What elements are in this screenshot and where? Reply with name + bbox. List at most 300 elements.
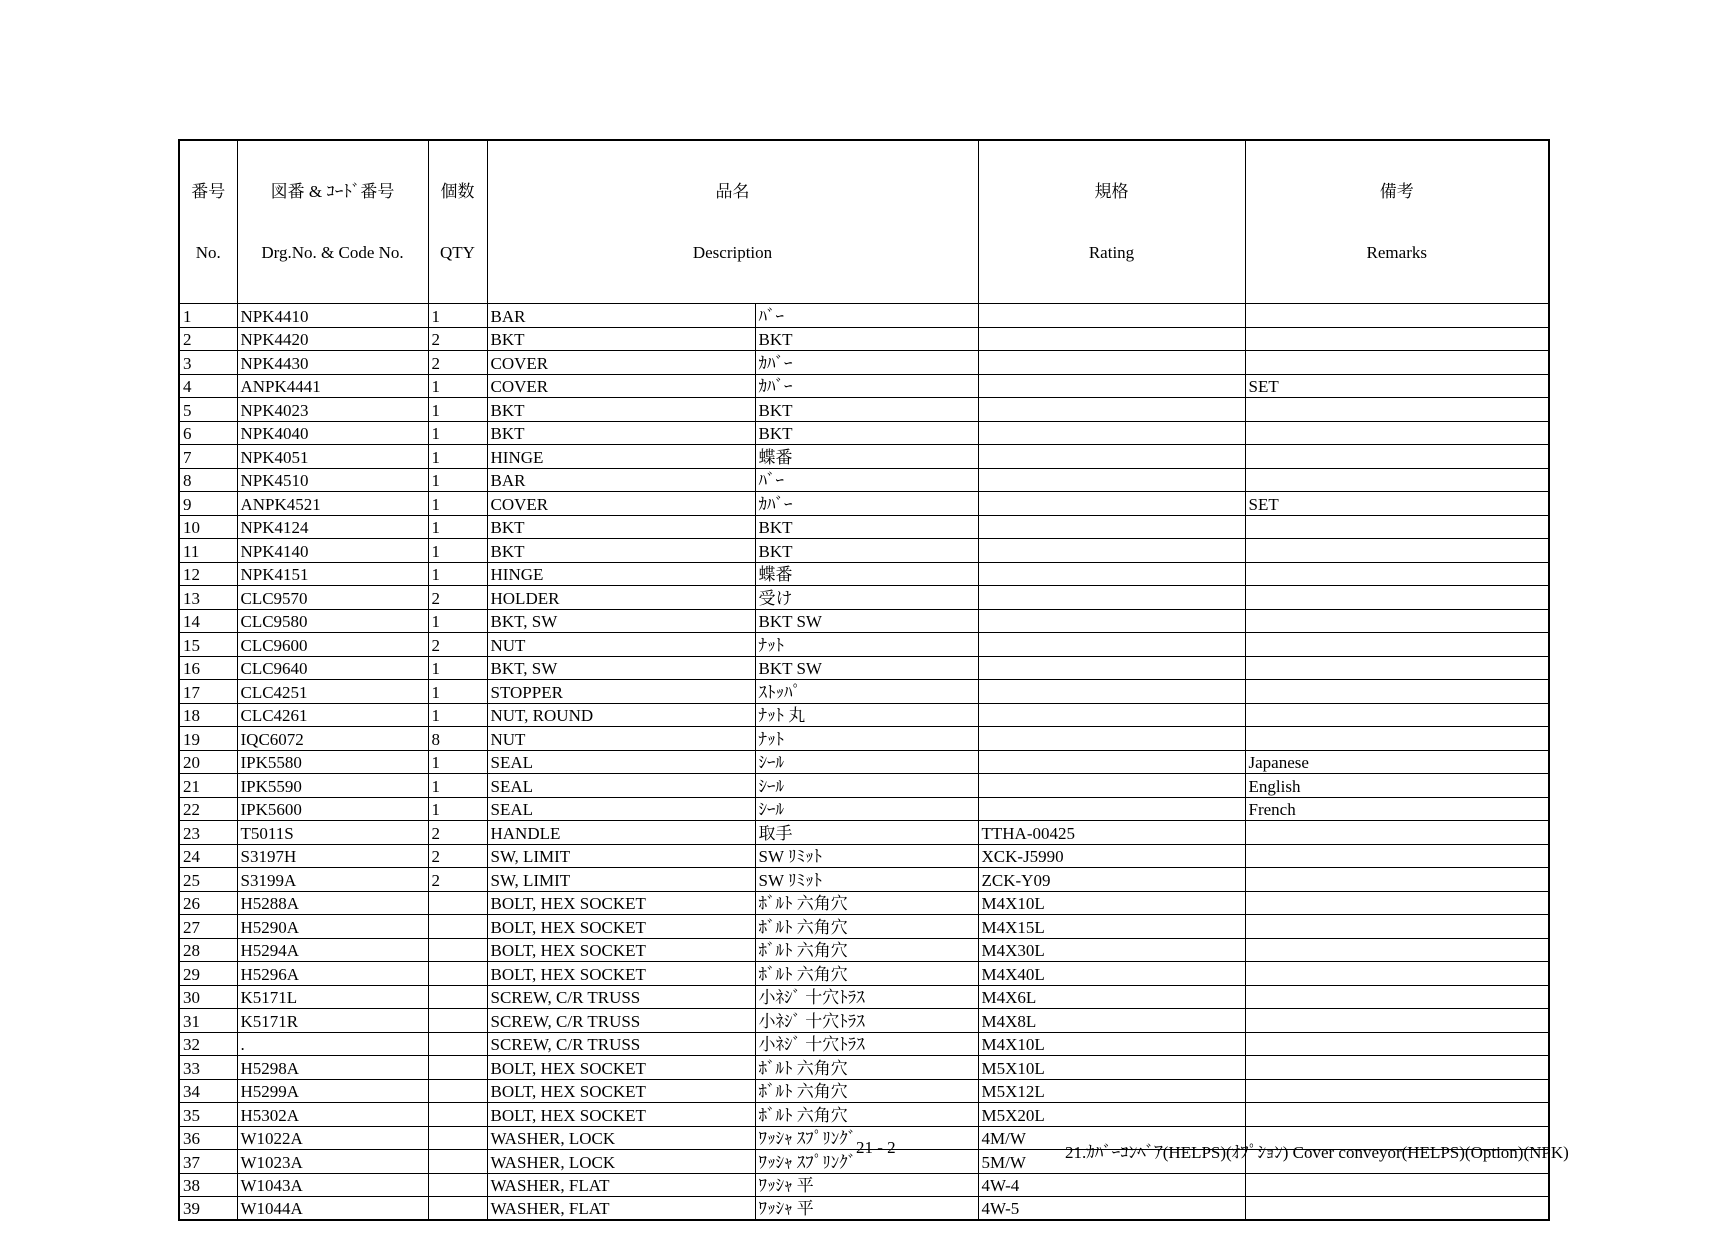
description-jp: ﾎﾞﾙﾄ 六角穴 (755, 891, 978, 915)
description-en: SEAL (487, 750, 755, 774)
row-number: 38 (179, 1173, 237, 1197)
row-number: 35 (179, 1103, 237, 1127)
quantity: 1 (428, 703, 487, 727)
description-jp: ﾊﾞｰ (755, 304, 978, 328)
remarks: English (1245, 774, 1549, 798)
row-number: 32 (179, 1032, 237, 1056)
description-en: SCREW, C/R TRUSS (487, 1032, 755, 1056)
code-number: NPK4510 (237, 468, 428, 492)
remarks (1245, 844, 1549, 868)
header-code (237, 140, 428, 304)
description-en: NUT (487, 633, 755, 657)
row-number: 17 (179, 680, 237, 704)
table-row (179, 633, 1549, 657)
description-en: SW, LIMIT (487, 844, 755, 868)
table-row (179, 821, 1549, 845)
remarks (1245, 656, 1549, 680)
remarks (1245, 985, 1549, 1009)
remarks (1245, 868, 1549, 892)
remarks: SET (1245, 492, 1549, 516)
row-number: 13 (179, 586, 237, 610)
description-jp: ｶﾊﾞｰ (755, 374, 978, 398)
section-title: 21.ｶﾊﾞｰｺﾝﾍﾞｱ(HELPS)(ｵﾌﾟｼｮﾝ) Cover conveyor(HELPS)(Option)(NPK) (1065, 1143, 1569, 1162)
table-row (179, 374, 1549, 398)
row-number: 8 (179, 468, 237, 492)
description-en: BKT (487, 539, 755, 563)
description-en: BKT, SW (487, 609, 755, 633)
rating (978, 374, 1245, 398)
row-number: 33 (179, 1056, 237, 1080)
quantity: 1 (428, 774, 487, 798)
rating: 5M/W (978, 1150, 1245, 1174)
rating: M4X8L (978, 1009, 1245, 1033)
quantity (428, 1032, 487, 1056)
quantity: 1 (428, 797, 487, 821)
quantity (428, 1173, 487, 1197)
code-number: CLC9580 (237, 609, 428, 633)
remarks (1245, 680, 1549, 704)
remarks (1245, 821, 1549, 845)
row-number: 19 (179, 727, 237, 751)
remarks (1245, 445, 1549, 469)
remarks (1245, 1032, 1549, 1056)
row-number: 21 (179, 774, 237, 798)
header-no (179, 140, 237, 304)
rating (978, 797, 1245, 821)
table-row (179, 327, 1549, 351)
rating: M4X10L (978, 891, 1245, 915)
remarks (1245, 703, 1549, 727)
quantity (428, 985, 487, 1009)
header-code-en: Drg.No. & Code No. (261, 243, 404, 262)
row-number: 16 (179, 656, 237, 680)
rating (978, 445, 1245, 469)
description-jp: ﾎﾞﾙﾄ 六角穴 (755, 938, 978, 962)
quantity: 1 (428, 304, 487, 328)
remarks (1245, 1056, 1549, 1080)
table-row (179, 562, 1549, 586)
quantity: 1 (428, 539, 487, 563)
quantity (428, 915, 487, 939)
table-row (179, 445, 1549, 469)
description-jp: ﾅｯﾄ 丸 (755, 703, 978, 727)
row-number: 25 (179, 868, 237, 892)
description-jp: ｼｰﾙ (755, 750, 978, 774)
quantity (428, 1009, 487, 1033)
code-number: W1043A (237, 1173, 428, 1197)
rating (978, 727, 1245, 751)
code-number: W1023A (237, 1150, 428, 1174)
rating (978, 351, 1245, 375)
description-en: HOLDER (487, 586, 755, 610)
quantity: 2 (428, 327, 487, 351)
remarks (1245, 1079, 1549, 1103)
row-number: 22 (179, 797, 237, 821)
row-number: 7 (179, 445, 237, 469)
description-en: WASHER, LOCK (487, 1150, 755, 1174)
rating (978, 421, 1245, 445)
rating: 4W-4 (978, 1173, 1245, 1197)
code-number: ANPK4441 (237, 374, 428, 398)
table-row (179, 985, 1549, 1009)
page-number: 21 - 2 (856, 1138, 896, 1157)
description-en: BKT (487, 515, 755, 539)
quantity: 2 (428, 844, 487, 868)
description-jp: BKT (755, 539, 978, 563)
table-row (179, 774, 1549, 798)
remarks: French (1245, 797, 1549, 821)
table-row (179, 1197, 1549, 1221)
quantity: 1 (428, 515, 487, 539)
description-en: BOLT, HEX SOCKET (487, 962, 755, 986)
description-en: COVER (487, 351, 755, 375)
table-row (179, 1173, 1549, 1197)
description-en: BKT, SW (487, 656, 755, 680)
quantity: 1 (428, 468, 487, 492)
remarks (1245, 1009, 1549, 1033)
remarks (1245, 586, 1549, 610)
description-jp: ﾎﾞﾙﾄ 六角穴 (755, 962, 978, 986)
code-number: H5302A (237, 1103, 428, 1127)
row-number: 31 (179, 1009, 237, 1033)
table-row (179, 539, 1549, 563)
description-jp: ﾜｯｼｬ ｽﾌﾟﾘﾝｸﾞ (755, 1150, 978, 1174)
description-jp: ﾊﾞｰ (755, 468, 978, 492)
row-number: 12 (179, 562, 237, 586)
remarks (1245, 1103, 1549, 1127)
parts-table (178, 139, 1550, 1221)
remarks: SET (1245, 374, 1549, 398)
rating (978, 398, 1245, 422)
row-number: 28 (179, 938, 237, 962)
quantity (428, 1197, 487, 1221)
remarks (1245, 398, 1549, 422)
code-number: NPK4151 (237, 562, 428, 586)
row-number: 30 (179, 985, 237, 1009)
code-number: H5298A (237, 1056, 428, 1080)
remarks (1245, 539, 1549, 563)
row-number: 26 (179, 891, 237, 915)
remarks (1245, 962, 1549, 986)
description-en: SCREW, C/R TRUSS (487, 1009, 755, 1033)
description-jp: 小ﾈｼﾞ 十穴ﾄﾗｽ (755, 1009, 978, 1033)
remarks (1245, 327, 1549, 351)
rating (978, 609, 1245, 633)
table-row (179, 656, 1549, 680)
remarks (1245, 1173, 1549, 1197)
rating: M5X10L (978, 1056, 1245, 1080)
code-number: CLC4251 (237, 680, 428, 704)
row-number: 10 (179, 515, 237, 539)
rating (978, 562, 1245, 586)
parts-table-body (179, 304, 1549, 1221)
description-en: NUT (487, 727, 755, 751)
code-number: NPK4051 (237, 445, 428, 469)
header-no-jp: 番号 (191, 182, 226, 201)
row-number: 29 (179, 962, 237, 986)
row-number: 11 (179, 539, 237, 563)
rating (978, 586, 1245, 610)
quantity: 8 (428, 727, 487, 751)
row-number: 18 (179, 703, 237, 727)
code-number: H5288A (237, 891, 428, 915)
description-en: WASHER, LOCK (487, 1126, 755, 1150)
rating: M4X30L (978, 938, 1245, 962)
description-jp: ｶﾊﾞｰ (755, 351, 978, 375)
description-en: STOPPER (487, 680, 755, 704)
description-jp: ﾅｯﾄ (755, 727, 978, 751)
remarks (1245, 938, 1549, 962)
description-jp: ﾎﾞﾙﾄ 六角穴 (755, 1103, 978, 1127)
table-row (179, 1103, 1549, 1127)
rating: M5X20L (978, 1103, 1245, 1127)
quantity (428, 1150, 487, 1174)
header-remarks (1245, 140, 1549, 304)
table-row (179, 680, 1549, 704)
description-en: BKT (487, 421, 755, 445)
row-number: 34 (179, 1079, 237, 1103)
quantity (428, 891, 487, 915)
quantity: 1 (428, 656, 487, 680)
code-number: W1022A (237, 1126, 428, 1150)
table-row (179, 609, 1549, 633)
table-row (179, 1032, 1549, 1056)
code-number: K5171R (237, 1009, 428, 1033)
remarks: Japanese (1245, 750, 1549, 774)
header-qty-jp: 個数 (440, 182, 475, 201)
rating: 4M/W (978, 1126, 1245, 1150)
description-jp: 小ﾈｼﾞ 十穴ﾄﾗｽ (755, 1032, 978, 1056)
description-en: COVER (487, 374, 755, 398)
row-number: 15 (179, 633, 237, 657)
description-en: BAR (487, 468, 755, 492)
code-number: NPK4430 (237, 351, 428, 375)
quantity (428, 938, 487, 962)
quantity: 1 (428, 421, 487, 445)
description-en: HINGE (487, 445, 755, 469)
row-number: 20 (179, 750, 237, 774)
row-number: 23 (179, 821, 237, 845)
description-jp: BKT (755, 421, 978, 445)
rating (978, 680, 1245, 704)
table-row (179, 492, 1549, 516)
quantity: 2 (428, 633, 487, 657)
description-en: COVER (487, 492, 755, 516)
code-number: W1044A (237, 1197, 428, 1221)
row-number: 14 (179, 609, 237, 633)
description-jp: ｼｰﾙ (755, 774, 978, 798)
table-row (179, 891, 1549, 915)
description-jp: ｼｰﾙ (755, 797, 978, 821)
quantity (428, 1103, 487, 1127)
table-row (179, 915, 1549, 939)
table-row (179, 962, 1549, 986)
row-number: 3 (179, 351, 237, 375)
rating: ZCK-Y09 (978, 868, 1245, 892)
description-en: HINGE (487, 562, 755, 586)
quantity: 2 (428, 868, 487, 892)
description-jp: 受け (755, 586, 978, 610)
description-jp: 蝶番 (755, 445, 978, 469)
code-number: T5011S (237, 821, 428, 845)
description-en: SW, LIMIT (487, 868, 755, 892)
rating: XCK-J5990 (978, 844, 1245, 868)
header-qty-en: QTY (440, 243, 475, 262)
row-number: 1 (179, 304, 237, 328)
quantity: 1 (428, 609, 487, 633)
quantity: 1 (428, 562, 487, 586)
description-en: BOLT, HEX SOCKET (487, 938, 755, 962)
quantity: 1 (428, 445, 487, 469)
rating: 4W-5 (978, 1197, 1245, 1221)
code-number: CLC9570 (237, 586, 428, 610)
description-en: BKT (487, 398, 755, 422)
rating (978, 304, 1245, 328)
description-jp: BKT SW (755, 656, 978, 680)
header-code-jp: 図番 & ｺｰﾄﾞ番号 (270, 182, 395, 201)
description-jp: 取手 (755, 821, 978, 845)
description-jp: ﾎﾞﾙﾄ 六角穴 (755, 1056, 978, 1080)
description-en: SEAL (487, 797, 755, 821)
remarks (1245, 633, 1549, 657)
code-number: NPK4420 (237, 327, 428, 351)
row-number: 37 (179, 1150, 237, 1174)
remarks (1245, 421, 1549, 445)
code-number: CLC9640 (237, 656, 428, 680)
header-remarks-en: Remarks (1366, 243, 1427, 262)
quantity: 2 (428, 351, 487, 375)
quantity (428, 1056, 487, 1080)
header-rating-en: Rating (1088, 243, 1135, 262)
rating: TTHA-00425 (978, 821, 1245, 845)
quantity (428, 962, 487, 986)
description-en: HANDLE (487, 821, 755, 845)
code-number: H5294A (237, 938, 428, 962)
header-no-en: No. (195, 243, 221, 262)
code-number: S3197H (237, 844, 428, 868)
rating: M4X40L (978, 962, 1245, 986)
table-row (179, 1056, 1549, 1080)
description-jp: ﾅｯﾄ (755, 633, 978, 657)
header-remarks-jp: 備考 (1379, 182, 1414, 201)
table-row (179, 703, 1549, 727)
header-rating (978, 140, 1245, 304)
remarks (1245, 351, 1549, 375)
description-en: BOLT, HEX SOCKET (487, 1079, 755, 1103)
description-jp: SW ﾘﾐｯﾄ (755, 868, 978, 892)
rating: M4X10L (978, 1032, 1245, 1056)
code-number: IQC6072 (237, 727, 428, 751)
remarks (1245, 304, 1549, 328)
row-number: 27 (179, 915, 237, 939)
description-en: BOLT, HEX SOCKET (487, 1103, 755, 1127)
rating (978, 774, 1245, 798)
description-jp: 蝶番 (755, 562, 978, 586)
table-row (179, 938, 1549, 962)
rating: M5X12L (978, 1079, 1245, 1103)
code-number: NPK4023 (237, 398, 428, 422)
code-number: NPK4410 (237, 304, 428, 328)
description-jp: ｽﾄｯﾊﾟ (755, 680, 978, 704)
code-number: NPK4040 (237, 421, 428, 445)
rating (978, 750, 1245, 774)
code-number: K5171L (237, 985, 428, 1009)
row-number: 24 (179, 844, 237, 868)
rating (978, 515, 1245, 539)
header-description (487, 140, 978, 304)
quantity (428, 1079, 487, 1103)
table-row (179, 421, 1549, 445)
quantity: 1 (428, 374, 487, 398)
code-number: ANPK4521 (237, 492, 428, 516)
description-jp: BKT (755, 398, 978, 422)
code-number: . (237, 1032, 428, 1056)
remarks (1245, 609, 1549, 633)
remarks (1245, 891, 1549, 915)
description-en: SCREW, C/R TRUSS (487, 985, 755, 1009)
row-number: 39 (179, 1197, 237, 1221)
description-jp: ﾜｯｼｬ 平 (755, 1197, 978, 1221)
code-number: IPK5580 (237, 750, 428, 774)
header-qty (428, 140, 487, 304)
quantity: 2 (428, 586, 487, 610)
rating: M4X6L (978, 985, 1245, 1009)
code-number: IPK5590 (237, 774, 428, 798)
description-en: BOLT, HEX SOCKET (487, 1056, 755, 1080)
row-number: 9 (179, 492, 237, 516)
code-number: NPK4140 (237, 539, 428, 563)
table-row (179, 1009, 1549, 1033)
row-number: 4 (179, 374, 237, 398)
code-number: S3199A (237, 868, 428, 892)
description-jp: BKT (755, 515, 978, 539)
remarks (1245, 515, 1549, 539)
header-description-jp: 品名 (715, 182, 750, 201)
quantity: 1 (428, 398, 487, 422)
description-en: WASHER, FLAT (487, 1197, 755, 1221)
row-number: 2 (179, 327, 237, 351)
description-jp: ﾎﾞﾙﾄ 六角穴 (755, 1079, 978, 1103)
rating (978, 327, 1245, 351)
table-row (179, 1079, 1549, 1103)
description-jp: ﾜｯｼｬ ｽﾌﾟﾘﾝｸﾞ (755, 1126, 978, 1150)
description-jp: BKT SW (755, 609, 978, 633)
description-en: SEAL (487, 774, 755, 798)
description-en: BKT (487, 327, 755, 351)
rating (978, 468, 1245, 492)
remarks (1245, 562, 1549, 586)
description-jp: ﾎﾞﾙﾄ 六角穴 (755, 915, 978, 939)
remarks (1245, 1197, 1549, 1221)
table-row (179, 727, 1549, 751)
description-en: BAR (487, 304, 755, 328)
table-row (179, 586, 1549, 610)
table-row (179, 797, 1549, 821)
rating (978, 539, 1245, 563)
table-row (179, 844, 1549, 868)
rating (978, 492, 1245, 516)
quantity (428, 1126, 487, 1150)
table-row (179, 868, 1549, 892)
quantity: 2 (428, 821, 487, 845)
description-jp: ﾜｯｼｬ 平 (755, 1173, 978, 1197)
description-en: BOLT, HEX SOCKET (487, 891, 755, 915)
description-jp: ｶﾊﾞｰ (755, 492, 978, 516)
quantity: 1 (428, 492, 487, 516)
description-jp: BKT (755, 327, 978, 351)
code-number: CLC4261 (237, 703, 428, 727)
table-row (179, 398, 1549, 422)
